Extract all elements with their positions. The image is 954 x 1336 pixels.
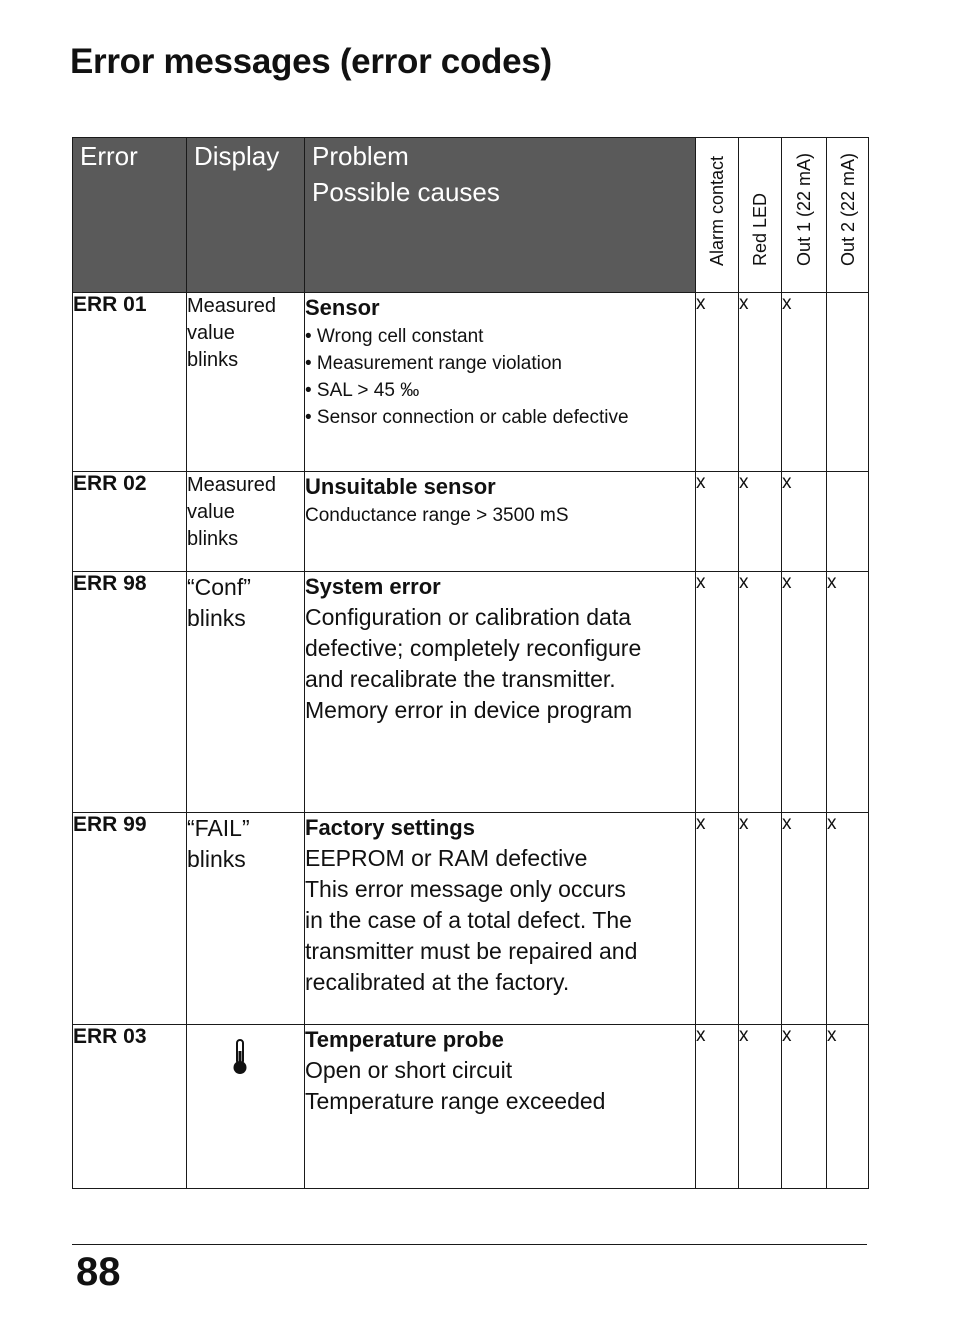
error-code: ERR 01 <box>73 293 187 472</box>
problem-cell <box>305 572 696 813</box>
cause-line: Open or short circuit <box>305 1057 513 1083</box>
problem-cell <box>305 1025 696 1189</box>
display-line: value <box>187 322 235 344</box>
display-line: blinks <box>187 605 246 631</box>
header-out1 <box>782 138 827 293</box>
header-alarm-contact <box>696 138 739 293</box>
out1-mark: x <box>782 1025 827 1189</box>
page-title: Error messages (error codes) <box>70 42 552 81</box>
cause-line: • Measurement range violation <box>305 353 562 374</box>
out1-mark: x <box>782 472 827 572</box>
out2-mark: x <box>827 572 869 813</box>
table-row <box>73 1025 869 1189</box>
display-cell <box>187 293 305 472</box>
table-row <box>73 472 869 572</box>
thermometer-icon <box>232 1039 248 1075</box>
alarm-mark: x <box>696 472 739 572</box>
alarm-mark: x <box>696 813 739 1025</box>
out2-mark <box>827 472 869 572</box>
problem-title: System error <box>305 574 441 599</box>
display-line: blinks <box>187 846 246 872</box>
alarm-mark: x <box>696 1025 739 1189</box>
cause-line: in the case of a total defect. The <box>305 907 632 933</box>
table-row <box>73 293 869 472</box>
header-red-led <box>739 138 782 293</box>
header-problem-line2: Possible causes <box>312 177 500 207</box>
error-code: ERR 98 <box>73 572 187 813</box>
display-cell <box>187 472 305 572</box>
display-line: Measured <box>187 295 276 317</box>
led-mark: x <box>739 813 782 1025</box>
header-problem-line1: Problem <box>312 141 409 171</box>
display-cell <box>187 572 305 813</box>
table-header-row <box>73 138 869 293</box>
header-out1-label: Out 1 (22 mA) <box>794 152 814 266</box>
led-mark: x <box>739 1025 782 1189</box>
error-code: ERR 02 <box>73 472 187 572</box>
cause-line: • SAL > 45 ‰ <box>305 380 420 401</box>
header-red-led-label: Red LED <box>750 192 770 266</box>
footer-divider <box>72 1244 867 1245</box>
table-row <box>73 813 869 1025</box>
display-line: blinks <box>187 528 239 550</box>
out2-mark: x <box>827 1025 869 1189</box>
out2-mark: x <box>827 813 869 1025</box>
table-row <box>73 572 869 813</box>
problem-cell <box>305 293 696 472</box>
out1-mark: x <box>782 813 827 1025</box>
display-line: blinks <box>187 349 239 371</box>
header-out2-label: Out 2 (22 mA) <box>837 152 858 266</box>
cause-line: Temperature range exceeded <box>305 1088 606 1114</box>
display-line: “FAIL” <box>187 815 250 841</box>
problem-title: Unsuitable sensor <box>305 474 496 499</box>
problem-title: Temperature probe <box>305 1027 504 1052</box>
problem-cell <box>305 813 696 1025</box>
cause-line: transmitter must be repaired and <box>305 938 638 964</box>
display-line: value <box>187 501 235 523</box>
cause-line: This error message only occurs <box>305 876 626 902</box>
out2-mark <box>827 293 869 472</box>
led-mark: x <box>739 293 782 472</box>
out1-mark: x <box>782 293 827 472</box>
alarm-mark: x <box>696 293 739 472</box>
display-line: “Conf” <box>187 574 251 600</box>
cause-line: Memory error in device program <box>305 697 633 723</box>
error-codes-table <box>72 137 869 1189</box>
error-code: ERR 03 <box>73 1025 187 1189</box>
cause-line: defective; completely reconfigure <box>305 635 642 661</box>
display-cell <box>187 813 305 1025</box>
page-number: 88 <box>76 1250 121 1294</box>
cause-line: Configuration or calibration data <box>305 604 632 630</box>
cause-line: • Sensor connection or cable defective <box>305 407 629 428</box>
header-display: Display <box>187 138 305 293</box>
header-error: Error <box>73 138 187 293</box>
led-mark: x <box>739 472 782 572</box>
error-code: ERR 99 <box>73 813 187 1025</box>
alarm-mark: x <box>696 572 739 813</box>
problem-title: Factory settings <box>305 815 475 840</box>
cause-line: Conductance range > 3500 mS <box>305 505 569 526</box>
out1-mark: x <box>782 572 827 813</box>
led-mark: x <box>739 572 782 813</box>
problem-cell <box>305 472 696 572</box>
header-out2 <box>827 138 869 293</box>
cause-line: EEPROM or RAM defective <box>305 845 588 871</box>
problem-title: Sensor <box>305 295 380 320</box>
cause-line: and recalibrate the transmitter. <box>305 666 616 692</box>
display-line: Measured <box>187 474 276 496</box>
display-cell <box>187 1025 305 1189</box>
header-problem <box>305 138 696 293</box>
cause-line: • Wrong cell constant <box>305 326 484 347</box>
header-alarm-contact-label: Alarm contact <box>707 155 727 266</box>
cause-line: recalibrated at the factory. <box>305 969 570 995</box>
